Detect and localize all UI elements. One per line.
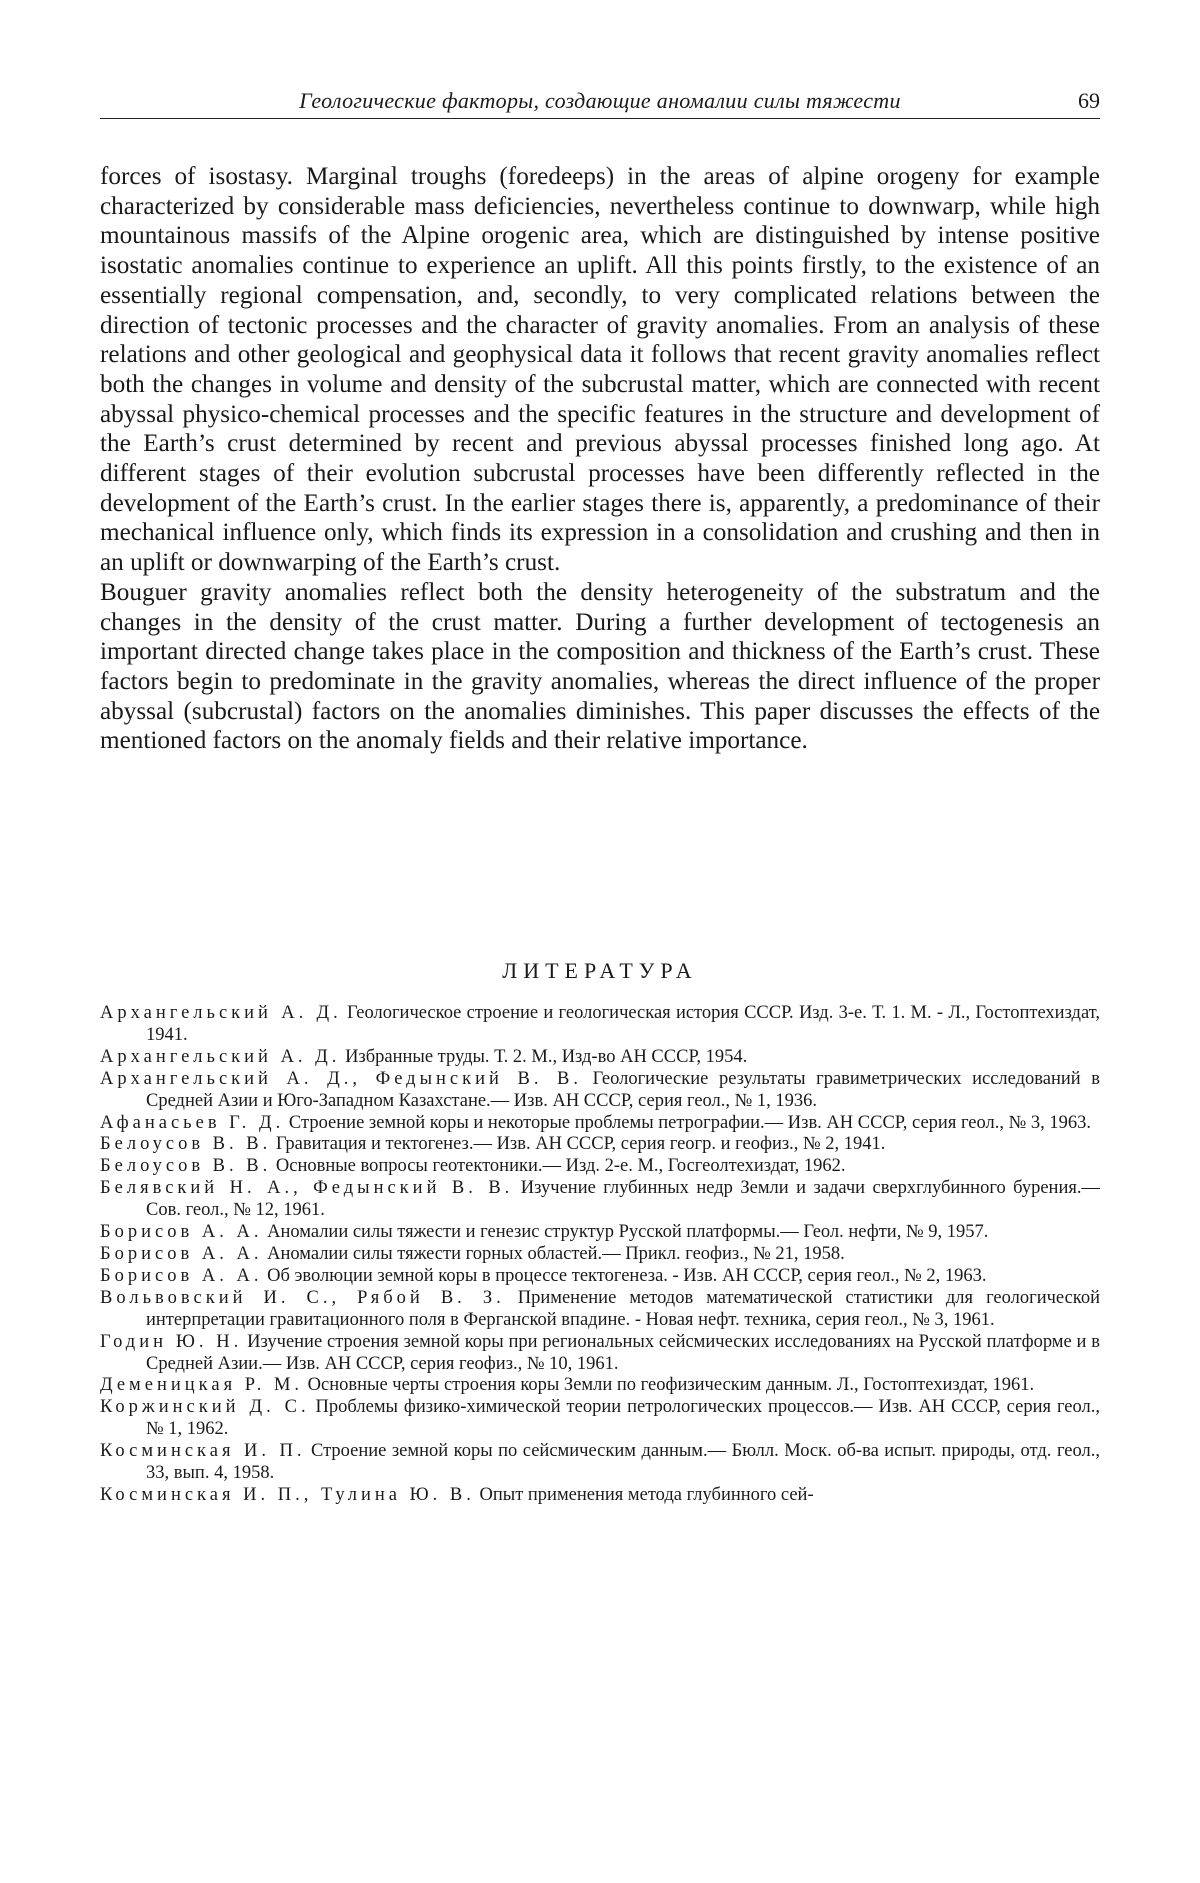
- reference-text: Применение методов математической статистики для геологической интерпретации гравитационного поля в Ферганской впадине. - Новая нефт. техника, серия геол., № 3, 1961.: [146, 1287, 1100, 1330]
- reference-text: Строение земной коры по сейсмическим данным.— Бюлл. Моск. об-ва испыт. природы, отд. геол., 33, вып. 4, 1958.: [146, 1441, 1100, 1484]
- reference-author: Борисов А. А.: [100, 1222, 263, 1243]
- page-number: 69: [1078, 88, 1100, 113]
- reference-text: Основные черты строения коры Земли по геофизическим данным. Л., Гостоптехиздат, 1961.: [303, 1375, 1035, 1396]
- reference-author: Белявский Н. А., Федынский В. В.: [100, 1178, 514, 1199]
- reference-text: Геологическое строение и геологическая история СССР. Изд. 3-е. Т. 1. М. - Л., Гостоптехиздат, 1941.: [146, 1003, 1101, 1045]
- reference-text: Избранные труды. Т. 2. М., Изд-во АН СССР, 1954.: [340, 1046, 748, 1067]
- reference-item: [100, 1332, 1100, 1376]
- reference-text: Изучение строения земной коры при региональных сейсмических исследованиях на Русской платформе и в Средней Азии.— Изв. АН СССР, серия геофиз., № 10, 1961.: [146, 1331, 1100, 1374]
- references-list: [100, 1003, 1100, 1507]
- reference-author: Архангельский А. Д.: [100, 1046, 341, 1067]
- reference-author: Архангельский А. Д.: [100, 1003, 342, 1023]
- reference-item: [100, 1441, 1100, 1485]
- reference-text: Строение земной коры и некоторые проблемы петрографии.— Изв. АН СССР, серия геол., № 3, 1963.: [284, 1112, 1092, 1133]
- reference-text: Проблемы физико-химической теории петрологических процессов.— Изв. АН СССР, серия геол., № 1, 1962.: [146, 1397, 1100, 1440]
- reference-author: Борисов А. А.: [100, 1265, 263, 1286]
- reference-author: Косминская И. П., Тулина Ю. В.: [100, 1484, 475, 1505]
- reference-item: [100, 1266, 1100, 1288]
- reference-text: Изучение глубинных недр Земли и задачи сверхглубинного бурения.— Сов. геол., № 12, 1961.: [146, 1178, 1100, 1221]
- reference-author: Афанасьев Г. Д.: [100, 1112, 285, 1133]
- reference-item: [100, 1156, 1100, 1178]
- reference-author: Коржинский Д. С.: [100, 1397, 310, 1418]
- reference-text: Геологические результаты гравиметрических исследований в Средней Азии и Юго-Западном Казахстане.— Изв. АН СССР, серия геол., № 1, 1936.: [146, 1068, 1100, 1111]
- reference-text: Опыт применения метода глубинного сей-: [474, 1484, 814, 1505]
- reference-item: [100, 1288, 1100, 1332]
- reference-item: [100, 1375, 1100, 1397]
- reference-author: Вольвовский И. С., Рябой В. З.: [100, 1287, 505, 1308]
- reference-text: Гравитация и тектогенез.— Изв. АН СССР, серия геогр. и геофиз., № 2, 1941.: [271, 1134, 886, 1155]
- reference-item: [100, 1397, 1100, 1441]
- reference-author: Белоусов В. В.: [100, 1156, 272, 1177]
- reference-item: [100, 1047, 1100, 1069]
- reference-author: Борисов А. А.: [100, 1243, 263, 1264]
- reference-item: [100, 1113, 1100, 1135]
- reference-author: Деменицкая Р. М.: [100, 1375, 304, 1396]
- reference-text: Аномалии силы тяжести и генезис структур Русской платформы.— Геол. нефти, № 9, 1957.: [262, 1222, 989, 1243]
- reference-author: Архангельский А. Д., Федынский В. В.: [100, 1068, 583, 1089]
- reference-item: [100, 1134, 1100, 1156]
- reference-author: Годин Ю. Н.: [100, 1331, 243, 1352]
- references-heading: ЛИТЕРАТУРА: [502, 958, 698, 983]
- abstract-paragraph: forces of isostasy. Marginal troughs (foredeeps) in the areas of alpine orogeny for example characterized by considerable mass deficiencies, nevertheless continue to downwarp, while high mountainous massifs of the Alpine orogenic area, which are distinguished by intense positive isostatic anomalies continue to experience an uplift. All this points firstly, to the existence of an essentially regional compensation, and, secondly, to very complicated relations between the direction of tectonic processes and the character of gravity anomalies. From an analysis of these relations and other geological and geophysical data it follows that recent gravity anomalies reflect both the changes in volume and density of the subcrustal matter, which are connected with recent abyssal physico-chemical processes and the specific features in the structure and development of the Earth’s crust determined by recent and previous abyssal processes finished long ago. At different stages of their evolution subcrustal processes have been differently reflected in the development of the Earth’s crust. In the earlier stages there is, apparently, a predominance of their mechanical influence only, which finds its expression in a consolidation and crushing and then in an uplift or downwarping of the Earth’s crust.: [100, 163, 1100, 577]
- reference-text: Об эволюции земной коры в процессе тектогенеза. - Изв. АН СССР, серия геол., № 2, 1963.: [262, 1265, 987, 1286]
- reference-item: [100, 1222, 1100, 1244]
- abstract-paragraph: Bouguer gravity anomalies reflect both the density heterogeneity of the substratum and the changes in the density of the crust matter. During a further development of tectogenesis an important directed change takes place in the composition and thickness of the Earth’s crust. These factors begin to predominate in the gravity anomalies, whereas the direct influence of the proper abyssal (subcrustal) factors on the anomalies diminishes. This paper discusses the effects of the mentioned factors on the anomaly fields and their relative importance.: [100, 578, 1100, 755]
- reference-text: Аномалии силы тяжести горных областей.— Прикл. геофиз., № 21, 1958.: [262, 1243, 845, 1264]
- abstract-text: [100, 162, 1100, 756]
- running-title: Геологические факторы, создающие аномалии силы тяжести: [299, 88, 901, 113]
- running-header: [100, 88, 1100, 119]
- reference-author: Белоусов В. В.: [100, 1134, 272, 1155]
- reference-item: [100, 1069, 1100, 1113]
- reference-item: [100, 1485, 1100, 1507]
- reference-item: [100, 1244, 1100, 1266]
- reference-author: Косминская И. П.: [100, 1441, 306, 1462]
- reference-item: [100, 1003, 1100, 1047]
- reference-text: Основные вопросы геотектоники.— Изд. 2-е. М., Госгеолтехиздат, 1962.: [271, 1156, 846, 1177]
- reference-item: [100, 1178, 1100, 1222]
